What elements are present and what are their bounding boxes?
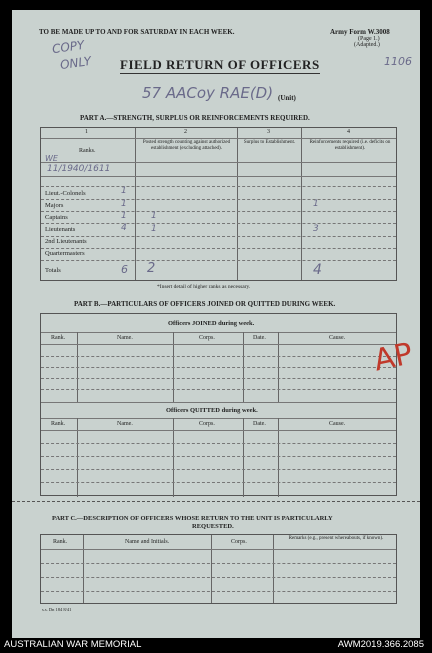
only-note: ONLY bbox=[59, 53, 93, 73]
quitted-table bbox=[41, 418, 396, 497]
rank-2nd-lieutenants: 2nd Lieutenants bbox=[45, 238, 87, 245]
reinforcements-header: Reinforcements required (i.e. deficits on establishment). bbox=[309, 140, 391, 151]
rank-lieut-colonels: Lieut.-Colonels bbox=[45, 190, 86, 197]
form-page bbox=[12, 10, 420, 638]
quitted-rank-header: Rank. bbox=[51, 421, 66, 427]
army-form-number: Army Form W.3008 bbox=[330, 28, 390, 36]
captains-strength: 1 bbox=[121, 211, 127, 221]
lt-col-strength: 1 bbox=[121, 186, 127, 196]
part-c-remarks-header: Remarks (e.g., present whereabouts, if known). bbox=[288, 536, 384, 541]
date-handwritten: 11/1940/1611 bbox=[47, 164, 111, 174]
joined-cause-header: Cause. bbox=[329, 335, 346, 341]
majors-strength: 1 bbox=[121, 199, 127, 209]
part-c-name-header: Name and Initials. bbox=[125, 539, 170, 545]
part-c-corps-header: Corps. bbox=[231, 539, 247, 545]
joined-date-header: Date. bbox=[253, 335, 266, 341]
lieutenants-reinforcements: 3 bbox=[313, 224, 319, 234]
footer-reference: AWM2019.366.2085 bbox=[337, 639, 424, 650]
form-title: FIELD RETURN OF OFFICERS bbox=[120, 57, 320, 72]
lieutenants-posted: 1 bbox=[151, 224, 157, 234]
page-handwritten-number: 1106 bbox=[384, 55, 412, 68]
strength-table bbox=[40, 127, 397, 281]
footer-source: AUSTRALIAN WAR MEMORIAL bbox=[4, 639, 142, 650]
col-number-2: 2 bbox=[184, 129, 187, 135]
rank-majors: Majors bbox=[45, 202, 64, 209]
part-c-rank-header: Rank. bbox=[53, 539, 68, 545]
joined-corps-header: Corps. bbox=[199, 335, 215, 341]
printer-mark: s.s. Dn 184 8/41 bbox=[42, 607, 72, 612]
part-a-heading: PART A.—STRENGTH, SURPLUS OR REINFORCEMENTS REQUIRED. bbox=[80, 114, 310, 122]
joined-title: Officers JOINED during week. bbox=[168, 320, 255, 327]
part-c-heading: PART C.—DESCRIPTION OF OFFICERS WHOSE RETURN TO THE UNIT IS PARTICULARLY bbox=[52, 515, 333, 522]
captains-posted: 1 bbox=[151, 211, 157, 221]
part-c-heading-2: REQUESTED. bbox=[192, 523, 234, 530]
totals-reinforcements: 4 bbox=[313, 262, 322, 278]
col-number-1: 1 bbox=[85, 129, 88, 135]
col-number-4: 4 bbox=[347, 129, 350, 135]
page-number: (Page 1.) bbox=[358, 36, 380, 42]
part-b-table bbox=[40, 313, 397, 496]
majors-reinforcements: 1 bbox=[313, 199, 319, 209]
ranks-header: Ranks. bbox=[79, 148, 96, 154]
quitted-title: Officers QUITTED during week. bbox=[166, 407, 258, 414]
part-a-footnote: *Insert detail of higher ranks as necessary. bbox=[157, 284, 251, 290]
joined-table bbox=[41, 332, 396, 402]
rank-quartermasters: Quartermasters bbox=[45, 250, 85, 257]
instruction-text: TO BE MADE UP TO AND FOR SATURDAY IN EACH WEEK. bbox=[39, 28, 235, 36]
lieutenants-strength: 4 bbox=[121, 223, 127, 233]
joined-name-header: Name. bbox=[117, 335, 133, 341]
totals-strength: 6 bbox=[121, 263, 128, 276]
rank-lieutenants: Lieutenants bbox=[45, 226, 76, 233]
archive-footer bbox=[0, 638, 432, 653]
quitted-corps-header: Corps. bbox=[199, 421, 215, 427]
unit-handwritten: 57 AACoy RAE(D) bbox=[142, 84, 274, 102]
quitted-date-header: Date. bbox=[253, 421, 266, 427]
unit-label: (Unit) bbox=[278, 94, 296, 102]
we-handwritten: WE bbox=[45, 154, 58, 163]
red-annotation: AP bbox=[370, 336, 416, 379]
copy-note: COPY bbox=[51, 37, 86, 57]
quitted-cause-header: Cause. bbox=[329, 421, 346, 427]
rank-totals: Totals bbox=[45, 267, 61, 274]
part-b-heading: PART B.—PARTICULARS OF OFFICERS JOINED OR QUITTED DURING WEEK. bbox=[74, 300, 336, 308]
col-number-3: 3 bbox=[267, 129, 270, 135]
separator bbox=[12, 501, 420, 502]
part-c-table bbox=[40, 534, 397, 604]
adapted-note: (Adapted.) bbox=[354, 42, 380, 48]
rank-captains: Captains bbox=[45, 214, 68, 221]
surplus-header: Surplus to Establishment. bbox=[243, 140, 296, 145]
posted-strength-header: Posted strength counting against authorized establishment (excluding attached). bbox=[142, 140, 231, 151]
joined-rank-header: Rank. bbox=[51, 335, 66, 341]
totals-posted: 2 bbox=[147, 261, 156, 276]
quitted-name-header: Name. bbox=[117, 421, 133, 427]
